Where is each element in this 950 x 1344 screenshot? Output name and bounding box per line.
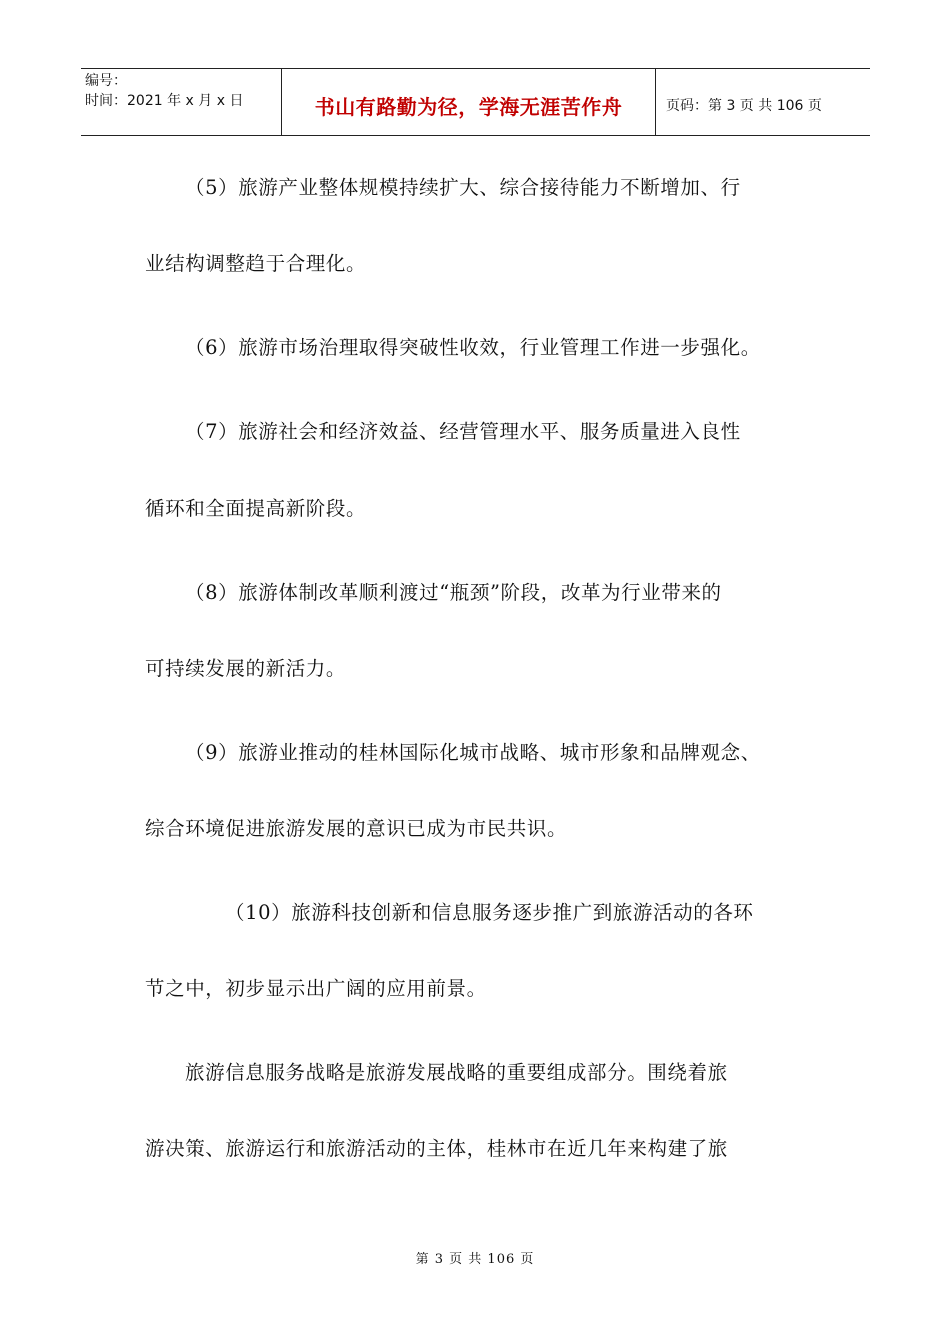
header-page-cell bbox=[656, 69, 870, 135]
paragraph-line: 游决策、旅游运行和旅游活动的主体，桂林市在近几年来构建了旅 bbox=[145, 1137, 728, 1160]
header-motto-cell bbox=[282, 69, 656, 135]
paragraph-line: 节之中，初步显示出广阔的应用前景。 bbox=[145, 977, 487, 1000]
paragraph-line: （5）旅游产业整体规模持续扩大、综合接待能力不断增加、行 bbox=[185, 176, 741, 199]
document-date-label: 时间：2021 年 x 月 x 日 bbox=[85, 93, 244, 109]
paragraph-line: （10）旅游科技创新和信息服务逐步推广到旅游活动的各环 bbox=[225, 901, 754, 924]
paragraph-line: 旅游信息服务战略是旅游发展战略的重要组成部分。围绕着旅 bbox=[185, 1061, 728, 1084]
paragraph-line: 循环和全面提高新阶段。 bbox=[145, 497, 367, 520]
page-footer: 第 3 页 共 106 页 bbox=[415, 1252, 535, 1267]
header-meta-cell bbox=[81, 69, 282, 135]
document-number-label: 编号： bbox=[85, 73, 127, 89]
paragraph-line: （8）旅游体制改革顺利渡过“瓶颈”阶段，改革为行业带来的 bbox=[185, 581, 722, 604]
paragraph-line: 可持续发展的新活力。 bbox=[145, 657, 347, 680]
paragraph-line: （9）旅游业推动的桂林国际化城市战略、城市形象和品牌观念、 bbox=[185, 741, 761, 764]
header-page-info: 页码：第 3 页 共 106 页 bbox=[666, 98, 822, 114]
paragraph-line: 业结构调整趋于合理化。 bbox=[145, 252, 367, 275]
paragraph-line: 综合环境促进旅游发展的意识已成为市民共识。 bbox=[145, 817, 568, 840]
paragraph-line: （6）旅游市场治理取得突破性收效，行业管理工作进一步强化。 bbox=[185, 336, 761, 359]
document-header bbox=[81, 68, 870, 136]
paragraph-line: （7）旅游社会和经济效益、经营管理水平、服务质量进入良性 bbox=[185, 420, 741, 443]
header-motto: 书山有路勤为径，学海无涯苦作舟 bbox=[314, 94, 623, 119]
